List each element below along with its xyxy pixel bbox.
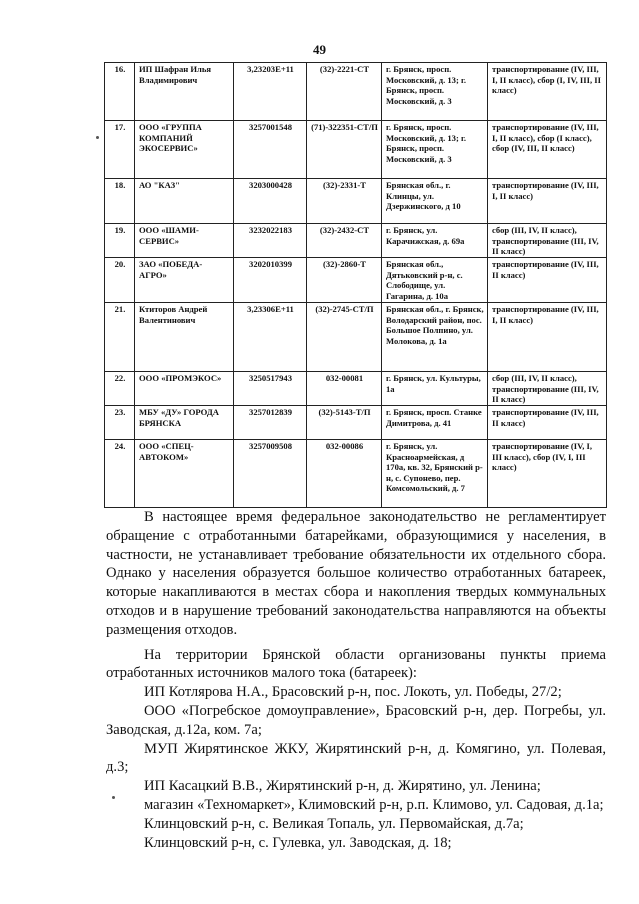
address: Брянская обл., г. Брянск, Володарский район, пос. Большое Полпино, ул. Молокова, д. 1а — [382, 303, 488, 372]
list-item: МУП Жирятинское ЖКУ, Жирятинский р-н, д. Комягино, ул. Полевая, д.3; — [106, 740, 606, 776]
organization-name: ООО «ШАМИ-СЕРВИС» — [135, 224, 234, 258]
license-code: (32)-2432-СТ — [307, 224, 382, 258]
organization-name: ООО «СПЕЦ-АВТОКОМ» — [135, 440, 234, 508]
inn: 3203000428 — [234, 179, 307, 224]
activity: транспортирование (IV, I, III класс), сбор (IV, I, III класс) — [488, 440, 607, 508]
waste-operators-table — [104, 62, 607, 508]
inn: 3202010399 — [234, 258, 307, 303]
row-number: 20. — [105, 258, 135, 303]
row-number: 19. — [105, 224, 135, 258]
license-code: (32)-2860-Т — [307, 258, 382, 303]
license-code: (32)-2221-СТ — [307, 63, 382, 121]
activity: транспортирование (IV, III, II класс) — [488, 258, 607, 303]
list-item: Клинцовский р-н, с. Великая Топаль, ул. Первомайская, д.7а; — [144, 815, 524, 832]
activity: сбор (III, IV, II класс), транспортирование (III, IV, II класс) — [488, 224, 607, 258]
list-item: Клинцовский р-н, с. Гулевка, ул. Заводская, д. 18; — [144, 834, 452, 851]
activity: транспортирование (IV, III, I, II класс) — [488, 179, 607, 224]
table-row — [105, 224, 607, 258]
address: г. Брянск, просп. Московский, д. 13; г. Брянск, просп. Московский, д. 3 — [382, 63, 488, 121]
list-item: ИП Котлярова Н.А., Брасовский р-н, пос. Локоть, ул. Победы, 27/2; — [144, 684, 562, 701]
organization-name: АО "КАЗ" — [135, 179, 234, 224]
license-code: 032-00081 — [307, 372, 382, 406]
activity: транспортирование (IV, III, I, II класс), сбор (I класс), сбор (IV, III, II класс) — [488, 121, 607, 179]
list-item: ИП Касацкий В.В., Жирятинский р-н, д. Жирятино, ул. Ленина; — [144, 778, 541, 795]
table-row — [105, 440, 607, 508]
list-item: магазин «Техномаркет», Климовский р-н, р.п. Климово, ул. Садовая, д.1а; — [144, 796, 604, 813]
address: г. Брянск, просп. Московский, д. 13; г. Брянск, просп. Московский, д. 3 — [382, 121, 488, 179]
address: Брянская обл., Дятьковский р-н, с. Слободище, ул. Гагарина, д. 10а — [382, 258, 488, 303]
row-number: 24. — [105, 440, 135, 508]
license-code: 032-00086 — [307, 440, 382, 508]
organization-name: ООО «ПРОМЭКОС» — [135, 372, 234, 406]
inn: 3232022183 — [234, 224, 307, 258]
table-row — [105, 372, 607, 406]
organization-name: МБУ «ДУ» ГОРОДА БРЯНСКА — [135, 406, 234, 440]
license-code: (32)-2745-СТ/П — [307, 303, 382, 372]
body-text — [106, 508, 606, 852]
row-number: 16. — [105, 63, 135, 121]
address: Брянская обл., г. Клинцы, ул. Дзержинского, д 10 — [382, 179, 488, 224]
table-row — [105, 258, 607, 303]
address: г. Брянск, просп. Станке Димитрова, д. 41 — [382, 406, 488, 440]
scan-dot — [96, 136, 99, 139]
table-body — [105, 63, 607, 508]
row-number: 18. — [105, 179, 135, 224]
row-number: 23. — [105, 406, 135, 440]
table-row — [105, 179, 607, 224]
inn: 3,23203Е+11 — [234, 63, 307, 121]
table-row — [105, 406, 607, 440]
license-code: (32)-2331-Т — [307, 179, 382, 224]
list-item: ООО «Погребское домоуправление», Брасовский р-н, дер. Погребы, ул. Заводская, д.12а, ком. 7а; — [106, 702, 606, 738]
inn: 3250517943 — [234, 372, 307, 406]
inn: 3257009508 — [234, 440, 307, 508]
page-number: 49 — [313, 42, 326, 57]
address: г. Брянск, ул. Карачижская, д. 69а — [382, 224, 488, 258]
table-row — [105, 121, 607, 179]
activity: транспортирование (IV, III, I, II класс), сбор (I, IV, III, II класс) — [488, 63, 607, 121]
license-code: (32)-5143-Т/П — [307, 406, 382, 440]
table-row — [105, 63, 607, 121]
activity: сбор (III, IV, II класс), транспортирование (III, IV, II класс) — [488, 372, 607, 406]
license-code: (71)-322351-СТ/П — [307, 121, 382, 179]
organization-name: ИП Шафран Илья Владимирович — [135, 63, 234, 121]
row-number: 22. — [105, 372, 135, 406]
organization-name: ООО «ГРУППА КОМПАНИЙ ЭКОСЕРВИС» — [135, 121, 234, 179]
activity: транспортирование (IV, III, II класс) — [488, 406, 607, 440]
paragraph-collection-points: На территории Брянской области организованы пункты приема отработанных источников малого тока (батареек): — [106, 646, 606, 682]
paragraph-regulation: В настоящее время федеральное законодательство не регламентирует обращение с отработанными батарейками, образующимися у населения, в частности, не устанавливает требование обязательности их отдельного сбора. Однако у населения образуется большое количество отработанных батареек, которые накапливаются в местах сбора и накопления твердых коммунальных отходов и в нарушение требований законодательства направляются на объекты размещения отходов. — [106, 509, 606, 638]
row-number: 21. — [105, 303, 135, 372]
scan-dot — [112, 796, 115, 799]
organization-name: ЗАО «ПОБЕДА-АГРО» — [135, 258, 234, 303]
row-number: 17. — [105, 121, 135, 179]
activity: транспортирование (IV, III, I, II класс) — [488, 303, 607, 372]
inn: 3257012839 — [234, 406, 307, 440]
address: г. Брянск, ул. Культуры, 1а — [382, 372, 488, 406]
inn: 3,23306Е+11 — [234, 303, 307, 372]
organization-name: Ктиторов Андрей Валентинович — [135, 303, 234, 372]
address: г. Брянск, ул. Красноармейская, д 170а, кв. 32, Брянский р-н, с. Супонево, пер. Комсомольский, д. 7 — [382, 440, 488, 508]
table-row — [105, 303, 607, 372]
inn: 3257001548 — [234, 121, 307, 179]
